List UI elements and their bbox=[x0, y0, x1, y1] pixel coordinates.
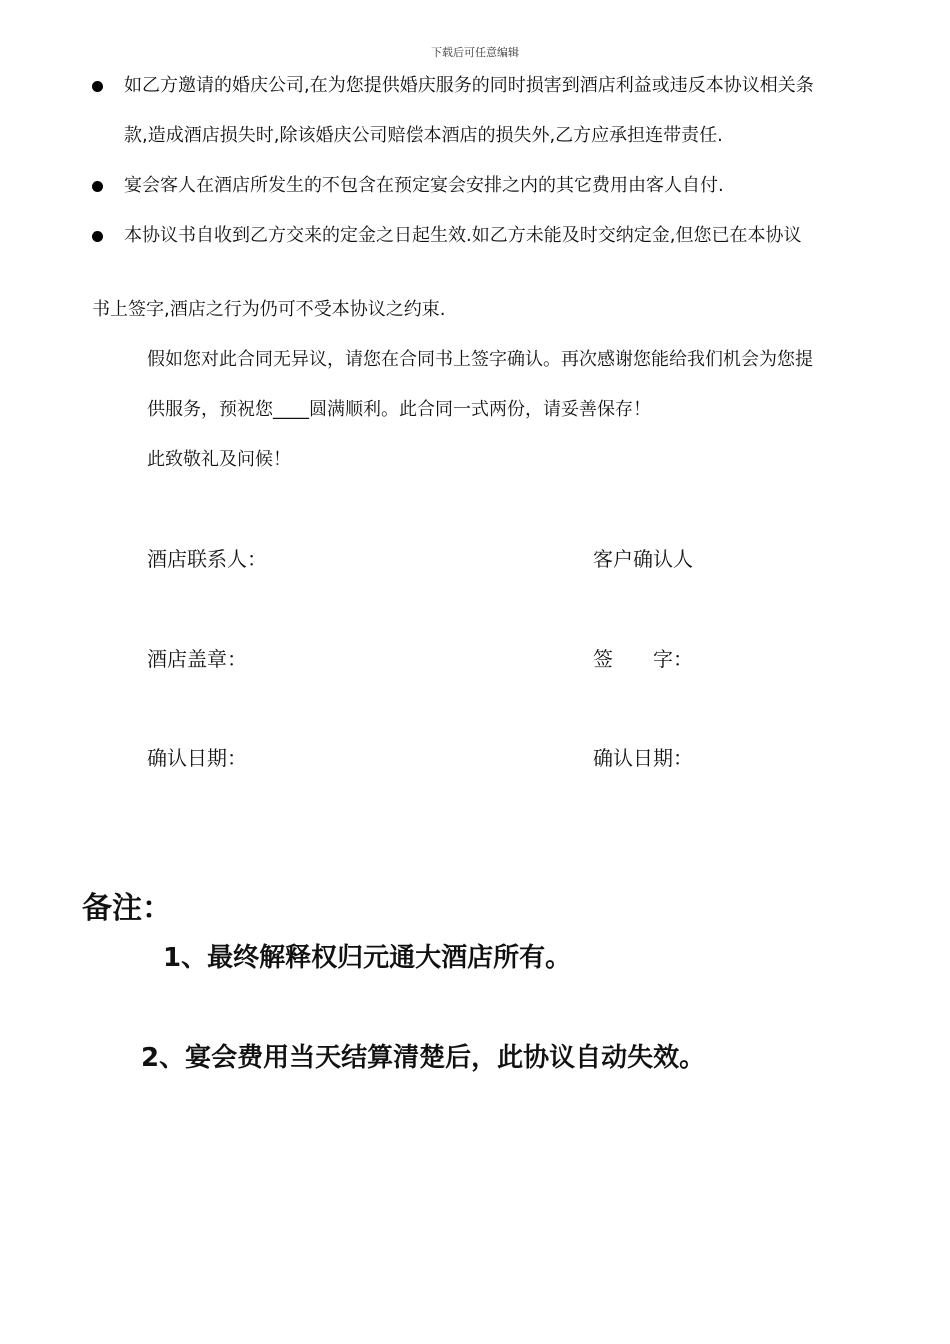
customer-confirm-label: 客户确认人 bbox=[593, 547, 693, 571]
clause-text-continued: 书上签字,酒店之行为仍可不受本协议之约束. bbox=[92, 299, 446, 320]
closing-text: 供服务，预祝您____圆满顺利。此合同一式两份，请妥善保存！ bbox=[147, 399, 651, 420]
page-header-note: 下载后可任意编辑 bbox=[431, 46, 519, 59]
clause-text: 宴会客人在酒店所发生的不包含在预定宴会安排之内的其它费用由客人自付. bbox=[124, 175, 724, 196]
bullet-icon bbox=[92, 231, 103, 242]
closing-greeting: 此致敬礼及问候！ bbox=[147, 449, 291, 470]
customer-date-label: 确认日期： bbox=[593, 746, 693, 770]
hotel-date-label: 确认日期： bbox=[147, 746, 247, 770]
clause-text: 本协议书自收到乙方交来的定金之日起生效.如乙方未能及时交纳定金,但您已在本协议 bbox=[124, 225, 802, 246]
clause-text: 如乙方邀请的婚庆公司,在为您提供婚庆服务的同时损害到酒店利益或违反本协议相关条 bbox=[124, 75, 814, 96]
remark-item-2: 2、宴会费用当天结算清楚后，此协议自动失效。 bbox=[141, 1043, 706, 1073]
signature-label: 签 字： bbox=[593, 647, 693, 671]
remarks-title: 备注： bbox=[82, 891, 172, 926]
clause-text: 款,造成酒店损失时,除该婚庆公司赔偿本酒店的损失外,乙方应承担连带责任. bbox=[124, 125, 723, 146]
bullet-icon bbox=[92, 181, 103, 192]
closing-text: 假如您对此合同无异议，请您在合同书上签字确认。再次感谢您能给我们机会为您提 bbox=[147, 349, 813, 370]
bullet-icon bbox=[92, 81, 103, 92]
hotel-contact-label: 酒店联系人： bbox=[147, 547, 267, 571]
hotel-seal-label: 酒店盖章： bbox=[147, 647, 247, 671]
remark-item-1: 1、最终解释权归元通大酒店所有。 bbox=[163, 943, 572, 973]
